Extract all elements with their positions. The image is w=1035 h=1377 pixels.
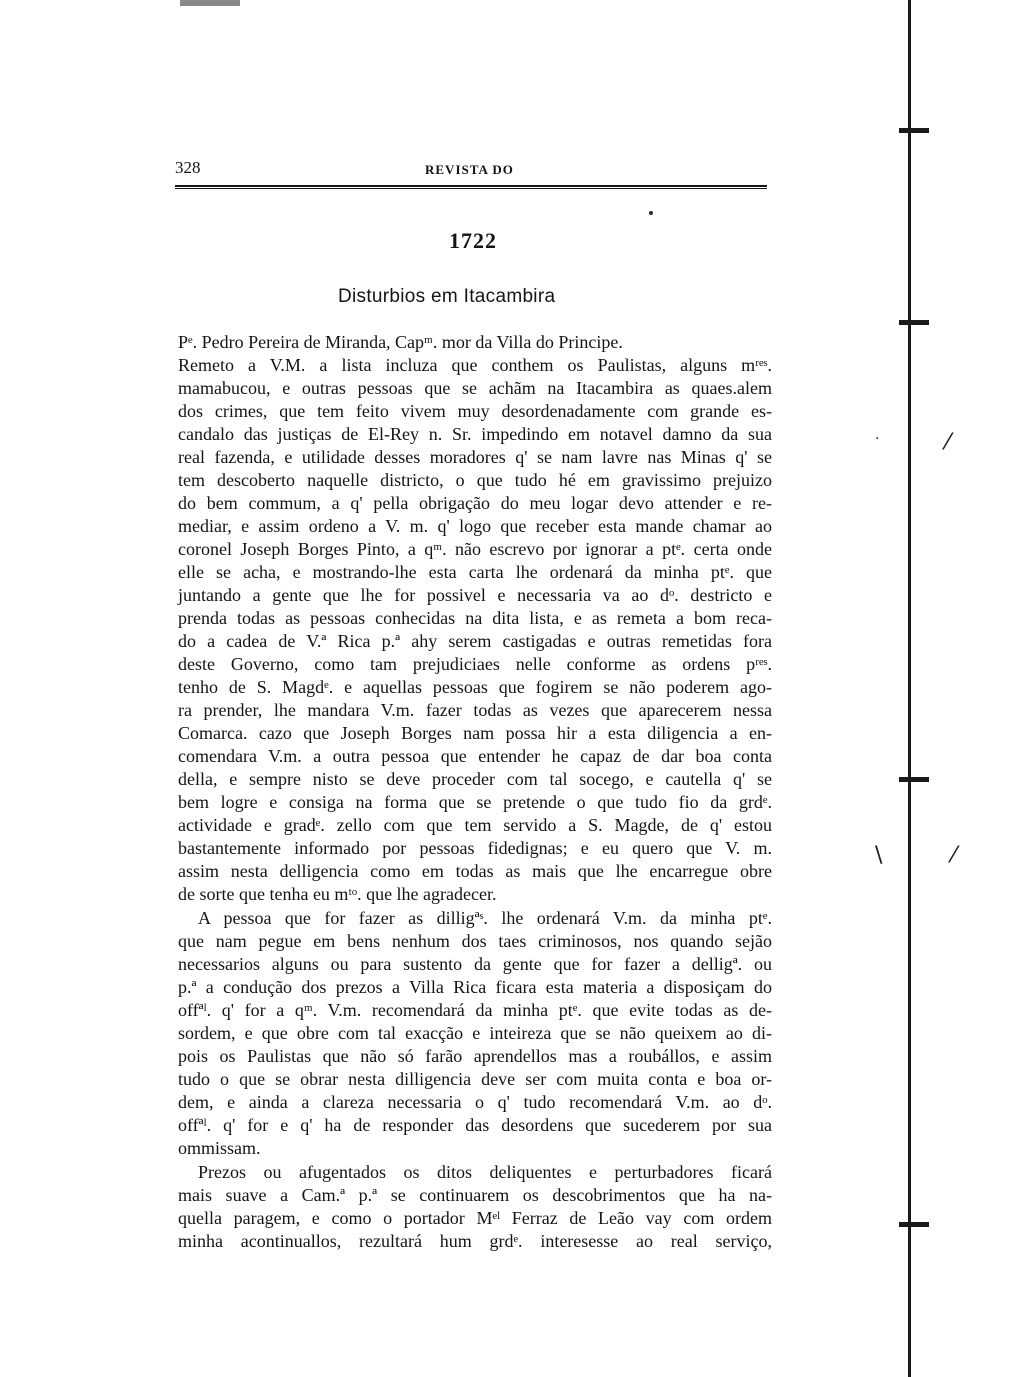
- paragraph-1: [178, 354, 772, 906]
- scan-stroke-mark: \: [875, 843, 883, 868]
- text-line: deste Governo, como tam prejudiciaes nelle conforme as ordens pʳᵉˢ.: [178, 654, 772, 674]
- text-line: dem, e ainda a clareza necessaria o q' tudo recomendará V.m. ao dᵒ.: [178, 1092, 772, 1112]
- text-line: tudo o que se obrar nesta dilligencia deve ser com muita conta e boa or-: [178, 1069, 772, 1089]
- text-line: mamabucou, e outras pessoas que se achãm na Itacambira as quaes.alem: [178, 378, 772, 398]
- text-line: dos crimes, que tem feito vivem muy desordenadamente com grande es-: [178, 401, 772, 421]
- scan-border-line: [908, 0, 911, 1377]
- letter-address: Pᵉ. Pedro Pereira de Miranda, Capᵐ. mor da Villa do Principe.: [178, 332, 623, 352]
- text-line: tenho de S. Magdᵉ. e aquellas pessoas que fogirem se não poderem ago-: [178, 677, 772, 697]
- scan-tick-mark: [899, 128, 929, 133]
- scan-artifact-top: [180, 0, 240, 6]
- text-line: tem descoberto naquelle districto, o que tudo hé em gravissimo prejuizo: [178, 470, 772, 490]
- text-line: actividade e gradᵉ. zello com que tem servido a S. Magde, de q' estou: [178, 815, 772, 835]
- text-line: necessarios alguns ou para sustento da gente que for fazer a delligª. ou: [178, 954, 772, 974]
- text-line: ommissam.: [178, 1138, 261, 1158]
- text-line: offªˡ. q' for a qᵐ. V.m. recomendará da minha ptᵉ. que evite todas as de-: [178, 1000, 772, 1020]
- letter-body: [178, 331, 772, 1253]
- text-line: sordem, e que obre com tal exacção e inteireza que se não queixem ao di-: [178, 1023, 772, 1043]
- text-line: della, e sempre nisto se deve proceder com tal socego, e cautella q' se: [178, 769, 772, 789]
- text-line: p.ª a condução dos prezos a Villa Rica ficara esta materia a disposiçam do: [178, 977, 772, 997]
- scan-speck: ·: [875, 431, 880, 447]
- running-header: [175, 158, 767, 182]
- header-rule: [175, 185, 767, 189]
- text-line: Remeto a V.M. a lista incluza que conthem os Paulistas, alguns mʳᵉˢ.: [178, 355, 772, 375]
- text-line: elle se acha, e mostrando-lhe esta carta lhe ordenará da minha ptᵉ. que: [178, 562, 772, 582]
- paragraph-3: [178, 1161, 772, 1253]
- text-line: do a cadea de V.ª Rica p.ª ahy serem castigadas e outras remetidas fora: [178, 631, 772, 651]
- running-head-title: REVISTA DO: [425, 162, 514, 177]
- text-line: que nam pegue em bens nenhum dos taes criminosos, nos quando sejão: [178, 931, 772, 951]
- text-line: juntando a gente que lhe for possivel e necessaria va ao dᵒ. destricto e: [178, 585, 772, 605]
- scan-stroke-mark: ⁄: [946, 430, 950, 455]
- text-line: real fazenda, e utilidade desses moradores q' se nam lavre nas Minas q' se: [178, 447, 772, 467]
- text-line: Comarca. cazo que Joseph Borges nam possa hir a esta diligencia a en-: [178, 723, 772, 743]
- text-line: quella paragem, e como o portador Mᵉˡ Ferraz de Leão vay com ordem: [178, 1208, 772, 1228]
- text-line: bem logre e consiga na forma que se pretende o que tudo fio da grdᵉ.: [178, 792, 772, 812]
- page-number: 328: [175, 158, 201, 177]
- text-line: bastantemente informado por pessoas fidedignas; e eu quero que V. m.: [178, 838, 772, 858]
- text-line: prenda todas as pessoas conhecidas na dita lista, e as remeta a bom reca-: [178, 608, 772, 628]
- text-line: Prezos ou afugentados os ditos deliquentes e perturbadores ficará: [198, 1162, 772, 1182]
- scan-stroke-mark: ⁄: [952, 843, 956, 868]
- scan-tick-mark: [899, 1222, 929, 1227]
- text-line: mais suave a Cam.ª p.ª se continuarem os descobrimentos que ha na-: [178, 1185, 772, 1205]
- paragraph-2: [178, 907, 772, 1160]
- text-line: coronel Joseph Borges Pinto, a qᵐ. não escrevo por ignorar a ptᵉ. certa onde: [178, 539, 772, 559]
- text-line: pois os Paulistas que não só farão aprendellos mas a roubállos, e assim: [178, 1046, 772, 1066]
- document-title: Disturbios em Itacambira: [338, 286, 556, 307]
- text-line: de sorte que tenha eu mᵗᵒ. que lhe agradecer.: [178, 884, 497, 904]
- text-line: minha acontinuallos, rezultará hum grdᵉ. interesesse ao real serviço,: [178, 1231, 772, 1251]
- text-line: mediar, e assim ordeno a V. m. q' logo que receber esta mande chamar ao: [178, 516, 772, 536]
- scan-tick-mark: [899, 320, 929, 325]
- scan-tick-mark: [899, 777, 929, 782]
- text-line: ra prender, lhe mandara V.m. fazer todas as vezes que aparecerem nessa: [178, 700, 772, 720]
- text-line: do bem commum, a q' pella obrigação do meu logar devo attender e re-: [178, 493, 772, 513]
- text-line: offªˡ. q' for e q' ha de responder das desordens que sucederem por sua: [178, 1115, 772, 1135]
- text-line: assim nesta delligencia como em todas as mais que lhe encarregue obre: [178, 861, 772, 881]
- text-line: candalo das justiças de El-Rey n. Sr. impedindo em notavel damno da sua: [178, 424, 772, 444]
- scan-speck: [649, 211, 653, 215]
- text-line: comendara V.m. a outra pessoa que entender he capaz de dar boa conta: [178, 746, 772, 766]
- text-line: A pessoa que for fazer as dilligªˢ. lhe ordenará V.m. da minha ptᵉ.: [198, 908, 772, 928]
- document-year: 1722: [449, 228, 497, 253]
